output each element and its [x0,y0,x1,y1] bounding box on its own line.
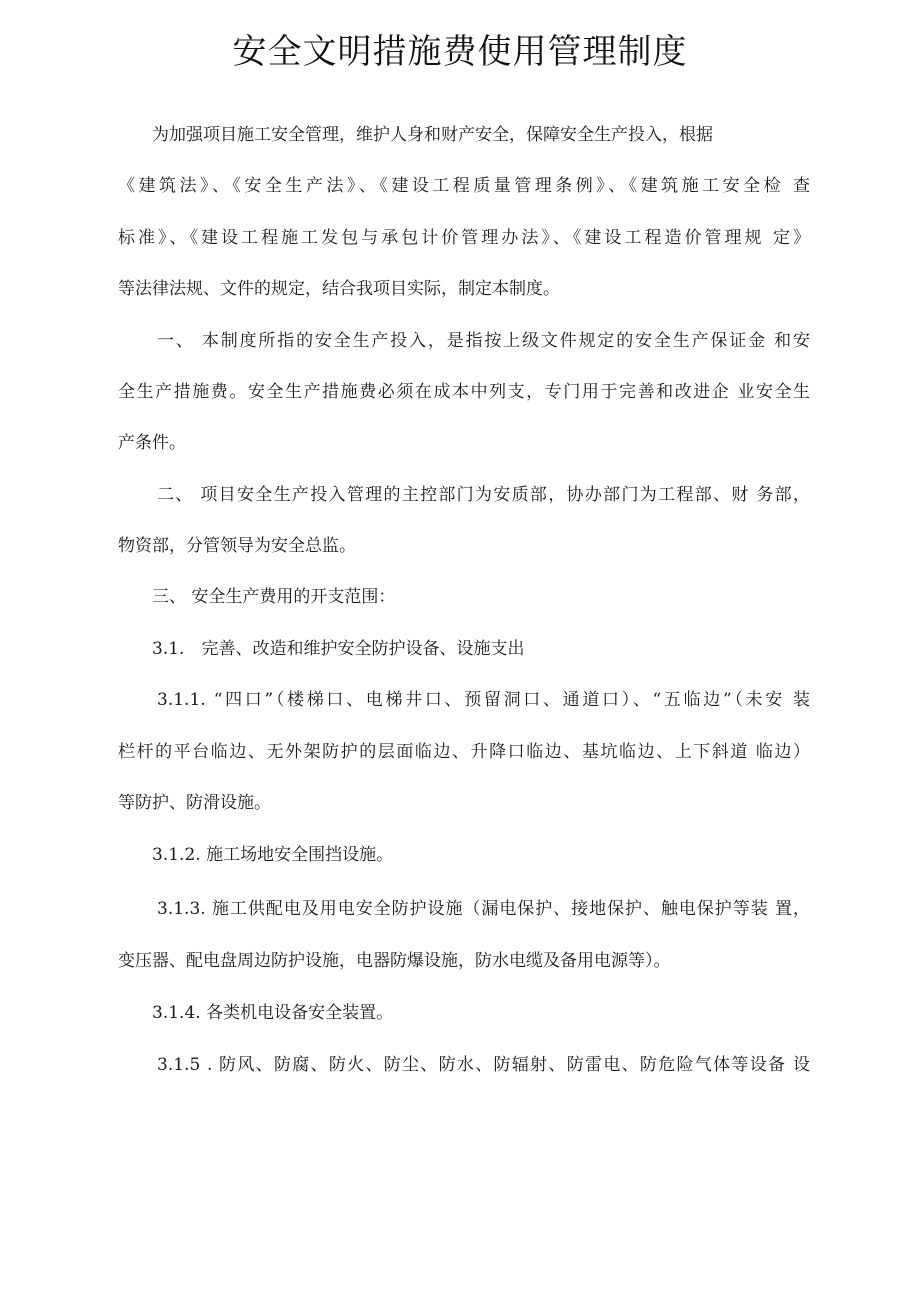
clause-2-line-1: 二、 项目安全生产投入管理的主控部门为安质部，协办部门为工程部、财 务部， [157,485,810,505]
item-3-1-1-line-3: 等防护、防滑设施。 [118,793,271,813]
clause-1-line-1: 一、 本制度所指的安全生产投入，是指按上级文件规定的安全生产保证金 和安 [157,331,810,351]
item-3-1-5-line-1: 3.1.5 . 防风、防腐、防火、防尘、防水、防辐射、防雷电、防危险气体等设备 设 [157,1055,810,1075]
clause-2-line-2: 物资部，分管领导为安全总监。 [118,536,356,556]
section-3-1-heading: 3.1. 完善、改造和维护安全防护设备、设施支出 [152,639,525,659]
item-3-1-1-line-1: 3.1.1. “四口”（楼梯口、电梯井口、预留洞口、通道口）、“五临边”（未安 装 [157,690,810,710]
paragraph-intro-line-4: 等法律法规、文件的规定，结合我项目实际，制定本制度。 [118,279,560,299]
item-3-1-4: 3.1.4. 各类机电设备安全装置。 [152,1003,394,1023]
paragraph-intro-line-2: 《建筑法》、《安全生产法》、《建设工程质量管理条例》、《建筑施工安全检 查 [118,176,810,196]
clause-3-heading: 三、 安全生产费用的开支范围： [152,587,396,607]
clause-1-line-3: 产条件。 [118,433,186,453]
document-title: 安全文明措施费使用管理制度 [232,32,688,72]
paragraph-intro-line-3: 标准》、《建设工程施工发包与承包计价管理办法》、《建设工程造价管理规 定》 [118,228,810,248]
clause-1-line-2: 全生产措施费。安全生产措施费必须在成本中列支，专门用于完善和改进企 业安全生 [118,382,810,402]
item-3-1-3-line-1: 3.1.3. 施工供配电及用电安全防护设施（漏电保护、接地保护、触电保护等装 置， [157,899,810,919]
paragraph-intro-line-1: 为加强项目施工安全管理，维护人身和财产安全，保障安全生产投入，根据 [152,125,713,145]
item-3-1-1-line-2: 栏杆的平台临边、无外架防护的层面临边、升降口临边、基坑临边、上下斜道 临边） [118,742,810,762]
item-3-1-2: 3.1.2. 施工场地安全围挡设施。 [152,845,394,865]
item-3-1-3-line-2: 变压器、配电盘周边防护设施，电器防爆设施，防水电缆及备用电源等）。 [118,951,671,971]
